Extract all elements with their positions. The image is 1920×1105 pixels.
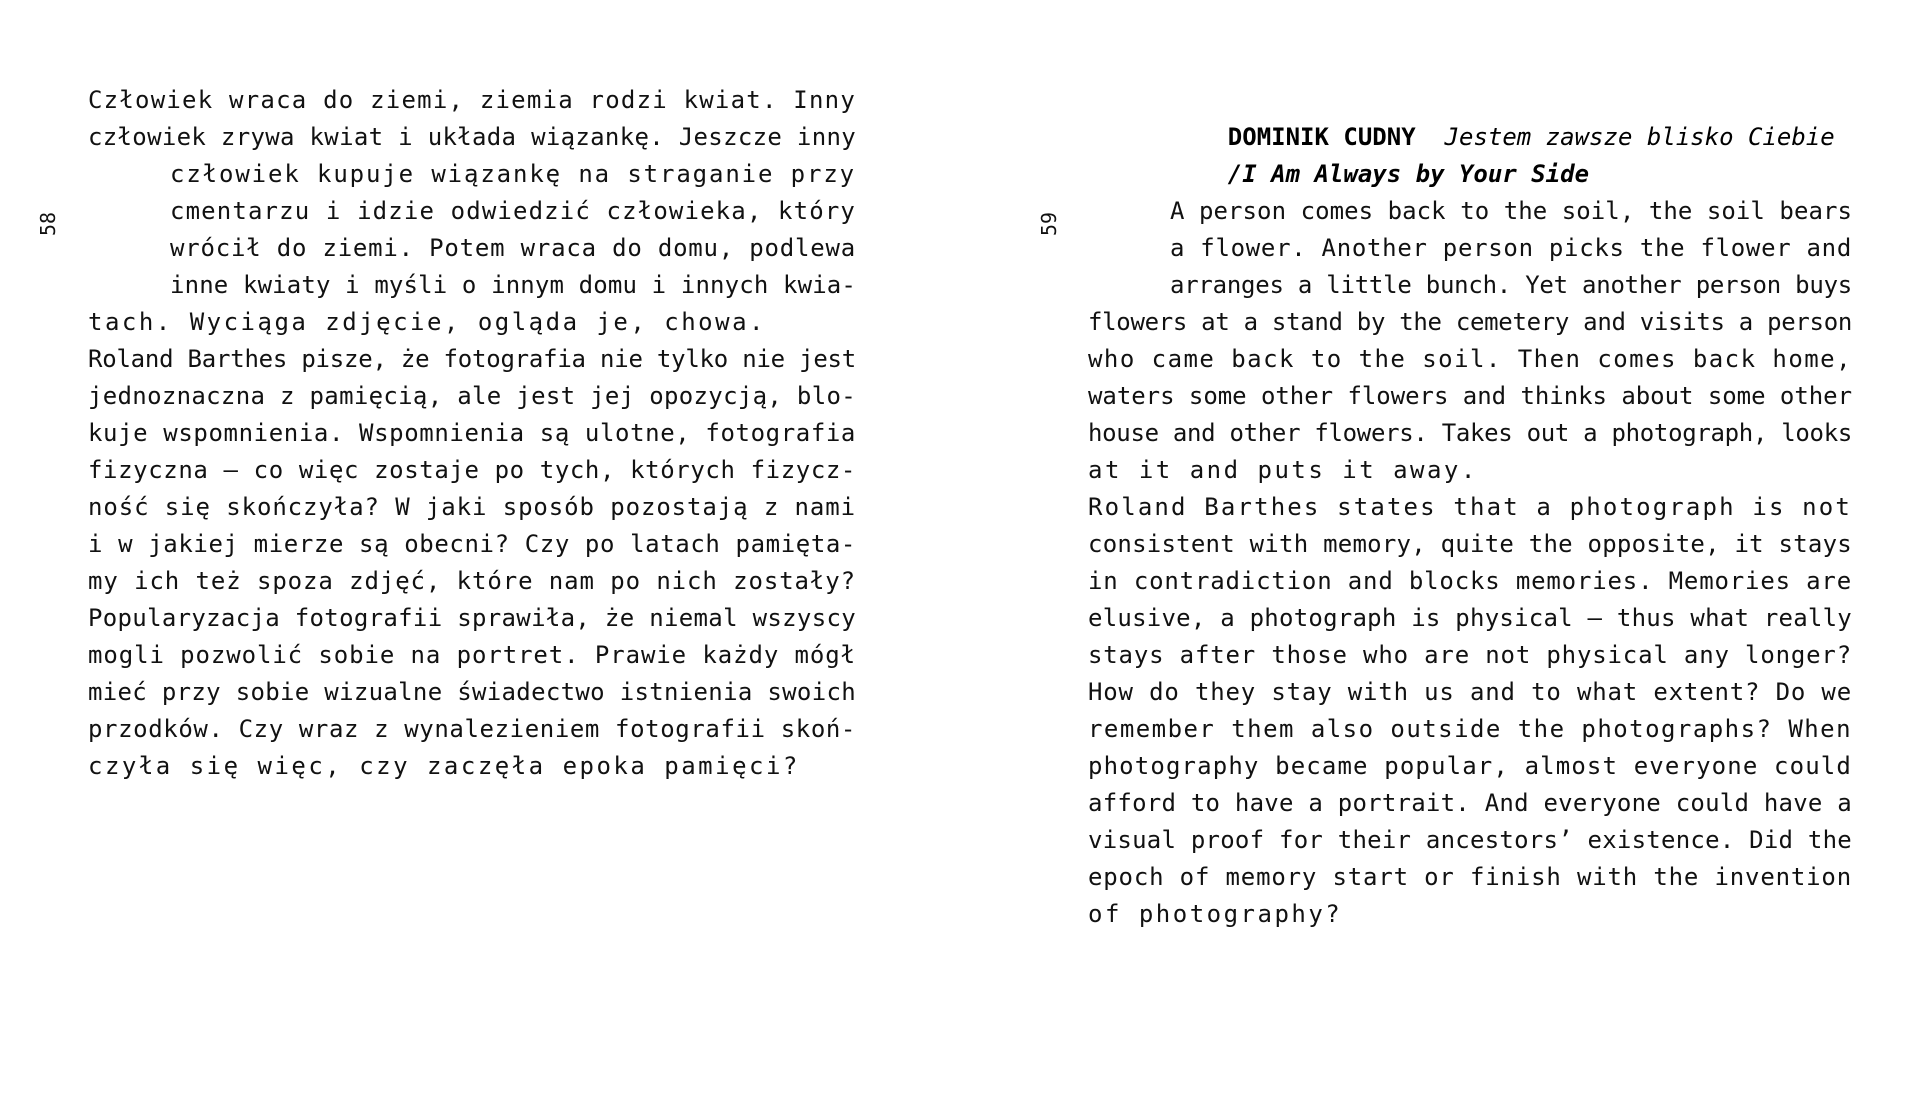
text-line: Człowiek wraca do ziemi, ziemia rodzi kwiat. Inny — [88, 86, 856, 114]
text-line: arranges a little bunch. Yet another person buys — [1170, 271, 1853, 299]
text-line: waters some other flowers and thinks about some other — [1088, 382, 1852, 410]
text-line: fizyczna – co więc zostaje po tych, których fizycz- — [88, 456, 856, 484]
text-line: remember them also outside the photographs? When — [1088, 715, 1852, 743]
text-line: in contradiction and blocks memories. Memories are — [1088, 567, 1852, 595]
article-title: Jestem zawsze blisko Ciebie — [1444, 123, 1835, 151]
text-line: elusive, a photograph is physical – thus what really — [1088, 604, 1852, 632]
text-line: house and other flowers. Takes out a photograph, looks — [1088, 419, 1852, 447]
text-line: Roland Barthes states that a photograph is not — [1088, 493, 1852, 521]
text-line: i w jakiej mierze są obecni? Czy po latach pamięta- — [88, 530, 856, 558]
text-line: visual proof for their ancestors’ existence. Did the — [1088, 826, 1852, 854]
text-line: wrócił do ziemi. Potem wraca do domu, podlewa — [170, 234, 856, 262]
text-line: ność się skończyła? W jaki sposób pozostają z nami — [88, 493, 856, 521]
page-number: 58 — [36, 211, 61, 237]
text-line: inne kwiaty i myśli o innym domu i innych kwia- — [170, 271, 856, 299]
text-line: Roland Barthes pisze, że fotografia nie tylko nie jest — [88, 345, 856, 373]
text-line: jednoznaczna z pamięcią, ale jest jej opozycją, blo- — [88, 382, 856, 410]
text-line: consistent with memory, quite the opposite, it stays — [1088, 530, 1852, 558]
text-line: człowiek zrywa kwiat i układa wiązankę. Jeszcze inny — [88, 123, 856, 151]
text-line: mogli pozwolić sobie na portret. Prawie każdy mógł — [88, 641, 856, 669]
page-number: 59 — [1037, 211, 1062, 237]
text-line: Popularyzacja fotografii sprawiła, że niemal wszyscy — [88, 604, 856, 632]
text-line: epoch of memory start or finish with the invention — [1088, 863, 1852, 891]
text-line: at it and puts it away. — [1088, 456, 1478, 484]
author-name: DOMINIK CUDNY — [1227, 123, 1416, 151]
text-line: czyła się więc, czy zaczęła epoka pamięci? — [88, 752, 800, 780]
text-line: A person comes back to the soil, the soil bears — [1170, 197, 1852, 225]
text-line: tach. Wyciąga zdjęcie, ogląda je, chowa. — [88, 308, 766, 336]
text-line: kuje wspomnienia. Wspomnienia są ulotne, fotografia — [88, 419, 856, 447]
text-line: cmentarzu i idzie odwiedzić człowieka, który — [170, 197, 856, 225]
text-line: photography became popular, almost everyone could — [1088, 752, 1852, 780]
text-line: my ich też spoza zdjęć, które nam po nich zostały? — [88, 567, 856, 595]
text-line: flowers at a stand by the cemetery and visits a person — [1088, 308, 1852, 336]
text-line: afford to have a portrait. And everyone could have a — [1088, 789, 1852, 817]
article-subtitle: /I Am Always by Your Side — [1227, 160, 1590, 188]
text-line: stays after those who are not physical any longer? — [1088, 641, 1852, 669]
text-line: człowiek kupuje wiązankę na straganie przy — [170, 160, 856, 188]
text-line: of photography? — [1088, 900, 1343, 928]
text-line: przodków. Czy wraz z wynalezieniem fotografii skoń- — [88, 715, 856, 743]
text-line: mieć przy sobie wizualne świadectwo istnienia swoich — [88, 678, 856, 706]
text-line: a flower. Another person picks the flower and — [1170, 234, 1852, 262]
text-line: who came back to the soil. Then comes back home, — [1088, 345, 1852, 373]
text-line: How do they stay with us and to what extent? Do we — [1088, 678, 1852, 706]
right-page — [1000, 0, 1920, 1105]
